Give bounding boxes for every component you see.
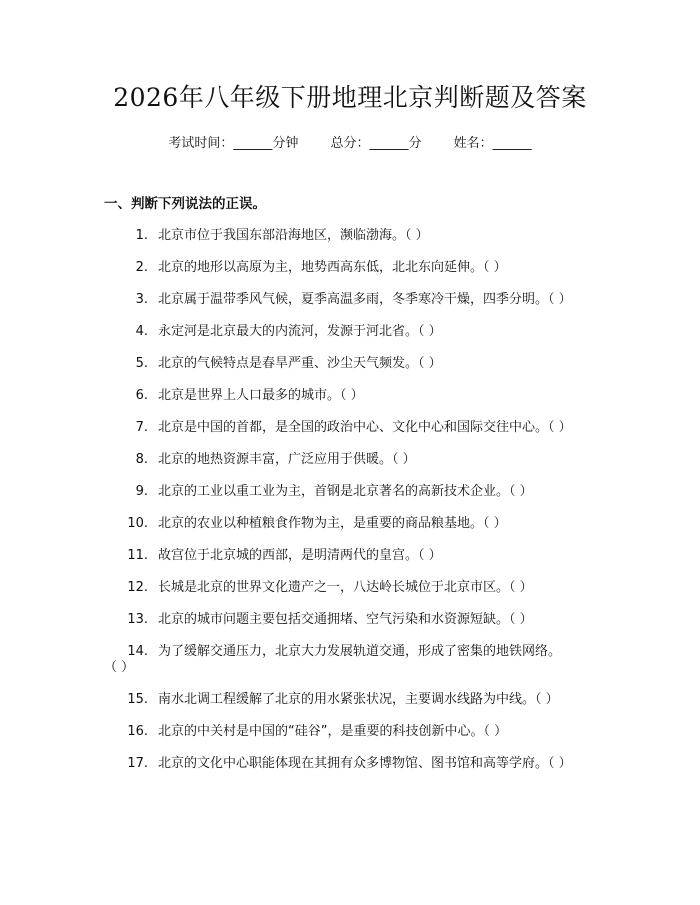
total-score-field: 总分：______分: [330, 136, 422, 151]
student-name-field: 姓名：______: [453, 136, 532, 151]
question-number: 4.: [135, 324, 148, 339]
question-item: [0, 316, 700, 348]
question-item: [0, 444, 700, 476]
question-number: 11.: [127, 548, 148, 563]
question-text: 北京的城市问题主要包括交通拥堵、空气污染和水资源短缺。（ ）: [158, 612, 533, 627]
question-number: 10.: [127, 516, 148, 531]
question-number: 7.: [135, 420, 148, 435]
question-text: 北京的地热资源丰富，广泛应用于供暖。（ ）: [158, 452, 416, 467]
question-item: [0, 508, 700, 540]
question-text: 为了缓解交通压力，北京大力发展轨道交通，形成了密集的地铁网络。: [158, 644, 562, 659]
section-heading: 一、判断下列说法的正误。: [104, 196, 266, 212]
question-text: 北京的工业以重工业为主，首钢是北京著名的高新技术企业。（ ）: [158, 484, 533, 499]
question-number: 6.: [135, 388, 148, 403]
question-text: 北京是中国的首都，是全国的政治中心、文化中心和国际交往中心。（ ）: [158, 420, 572, 435]
question-number: 5.: [135, 356, 148, 371]
question-text: 北京属于温带季风气候，夏季高温多雨，冬季寒冷干燥，四季分明。（ ）: [158, 292, 572, 307]
question-text: 故宫位于北京城的西部，是明清两代的皇宫。（ ）: [158, 548, 442, 563]
question-item: [0, 716, 700, 748]
question-number: 13.: [127, 612, 148, 627]
question-item: [0, 684, 700, 716]
question-item: [0, 252, 700, 284]
question-text: 长城是北京的世界文化遗产之一，八达岭长城位于北京市区。（ ）: [158, 580, 533, 595]
answer-bracket: （ ）: [104, 660, 135, 675]
question-text: 永定河是北京最大的内流河，发源于河北省。（ ）: [158, 324, 442, 339]
question-item: [0, 412, 700, 444]
question-number: 12.: [127, 580, 148, 595]
question-item: [0, 220, 700, 252]
question-text: 北京的气候特点是春旱严重、沙尘天气频发。（ ）: [158, 356, 442, 371]
exam-time-field: 考试时间：______分钟: [168, 136, 299, 151]
question-item: [0, 748, 700, 780]
question-list: [0, 220, 700, 780]
question-text: 北京的中关村是中国的“硅谷”，是重要的科技创新中心。（ ）: [158, 724, 508, 739]
question-item: [0, 604, 700, 636]
exam-info: [0, 132, 700, 151]
question-number: 1.: [135, 228, 148, 243]
question-item: [0, 476, 700, 508]
question-item: [0, 284, 700, 316]
question-number: 3.: [135, 292, 148, 307]
question-text: 南水北调工程缓解了北京的用水紧张状况，主要调水线路为中线。（ ）: [158, 692, 559, 707]
question-text: 北京的文化中心职能体现在其拥有众多博物馆、图书馆和高等学府。（ ）: [158, 756, 572, 771]
question-number: 2.: [135, 260, 148, 275]
question-text: 北京的地形以高原为主，地势西高东低，北北东向延伸。（ ）: [158, 260, 507, 275]
question-number: 14.: [127, 644, 148, 659]
question-number: 15.: [127, 692, 148, 707]
question-item: [0, 572, 700, 604]
question-text: 北京是世界上人口最多的城市。（ ）: [158, 388, 364, 403]
question-number: 8.: [135, 452, 148, 467]
question-item: [0, 380, 700, 412]
question-item: [0, 540, 700, 572]
question-number: 9.: [135, 484, 148, 499]
document-title: 2026年八年级下册地理北京判断题及答案: [113, 83, 587, 112]
question-number: 16.: [127, 724, 148, 739]
question-item: [0, 636, 700, 684]
question-number: 17.: [127, 756, 148, 771]
question-text: 北京的农业以种植粮食作物为主，是重要的商品粮基地。（ ）: [158, 516, 507, 531]
question-text: 北京市位于我国东部沿海地区，濒临渤海。（ ）: [158, 228, 429, 243]
question-item: [0, 348, 700, 380]
